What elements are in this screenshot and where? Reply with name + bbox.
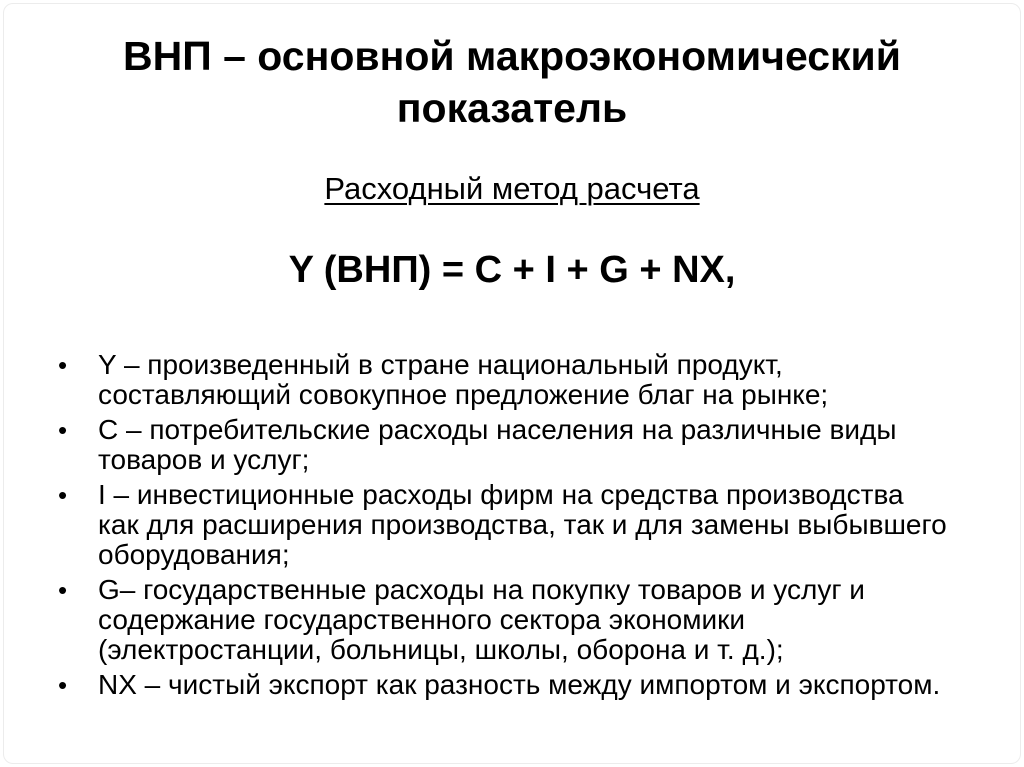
bullet-text-c: [98, 415, 896, 475]
list-item-y: [58, 350, 984, 410]
bullet-text-line: NX – чистый экспорт как разность между импортом и экспортом.: [98, 669, 941, 700]
bullet-text-i: [98, 480, 947, 570]
bullet-text-line: как для расширения производства, так и для замены выбывшего: [98, 509, 947, 540]
bullet-icon: •: [58, 670, 68, 700]
list-item-i: [58, 480, 984, 570]
bullet-icon: •: [58, 480, 68, 510]
bullet-icon: •: [58, 575, 68, 605]
bullet-icon: •: [58, 415, 68, 445]
bullet-text-line: (электростанции, больницы, школы, оборона и т. д.);: [98, 634, 784, 665]
list-item-nx: [58, 670, 984, 700]
bullet-text-nx: [98, 670, 940, 700]
bullet-text-line: C – потребительские расходы населения на различные виды: [98, 414, 897, 445]
gnp-formula: Y (ВНП) = C + I + G + NX,: [288, 249, 736, 291]
bullet-text-line: составляющий совокупное предложение благ на рынке;: [98, 379, 829, 410]
bullet-text-y: [98, 350, 828, 410]
bullet-text-line: Y – произведенный в стране национальный продукт,: [98, 349, 783, 380]
page-title: [0, 30, 1024, 134]
bullet-text-line: содержание государственного сектора экономики: [98, 604, 746, 635]
slide-subtitle: Расходный метод расчета: [324, 171, 700, 206]
bullet-icon: •: [58, 350, 68, 380]
page-title-line-2: показатель: [396, 85, 628, 131]
bullet-text-line: I – инвестиционные расходы фирм на средства производства: [98, 479, 904, 510]
bullet-text-line: G– государственные расходы на покупку товаров и услуг и: [98, 574, 865, 605]
list-item-c: [58, 415, 984, 475]
bullet-list: [0, 350, 1024, 700]
bullet-text-line: товаров и услуг;: [98, 444, 310, 475]
page-title-line-1: ВНП – основной макроэкономический: [123, 33, 901, 79]
bullet-text-line: оборудования;: [98, 539, 290, 570]
list-item-g: [58, 575, 984, 665]
bullet-text-g: [98, 575, 865, 665]
